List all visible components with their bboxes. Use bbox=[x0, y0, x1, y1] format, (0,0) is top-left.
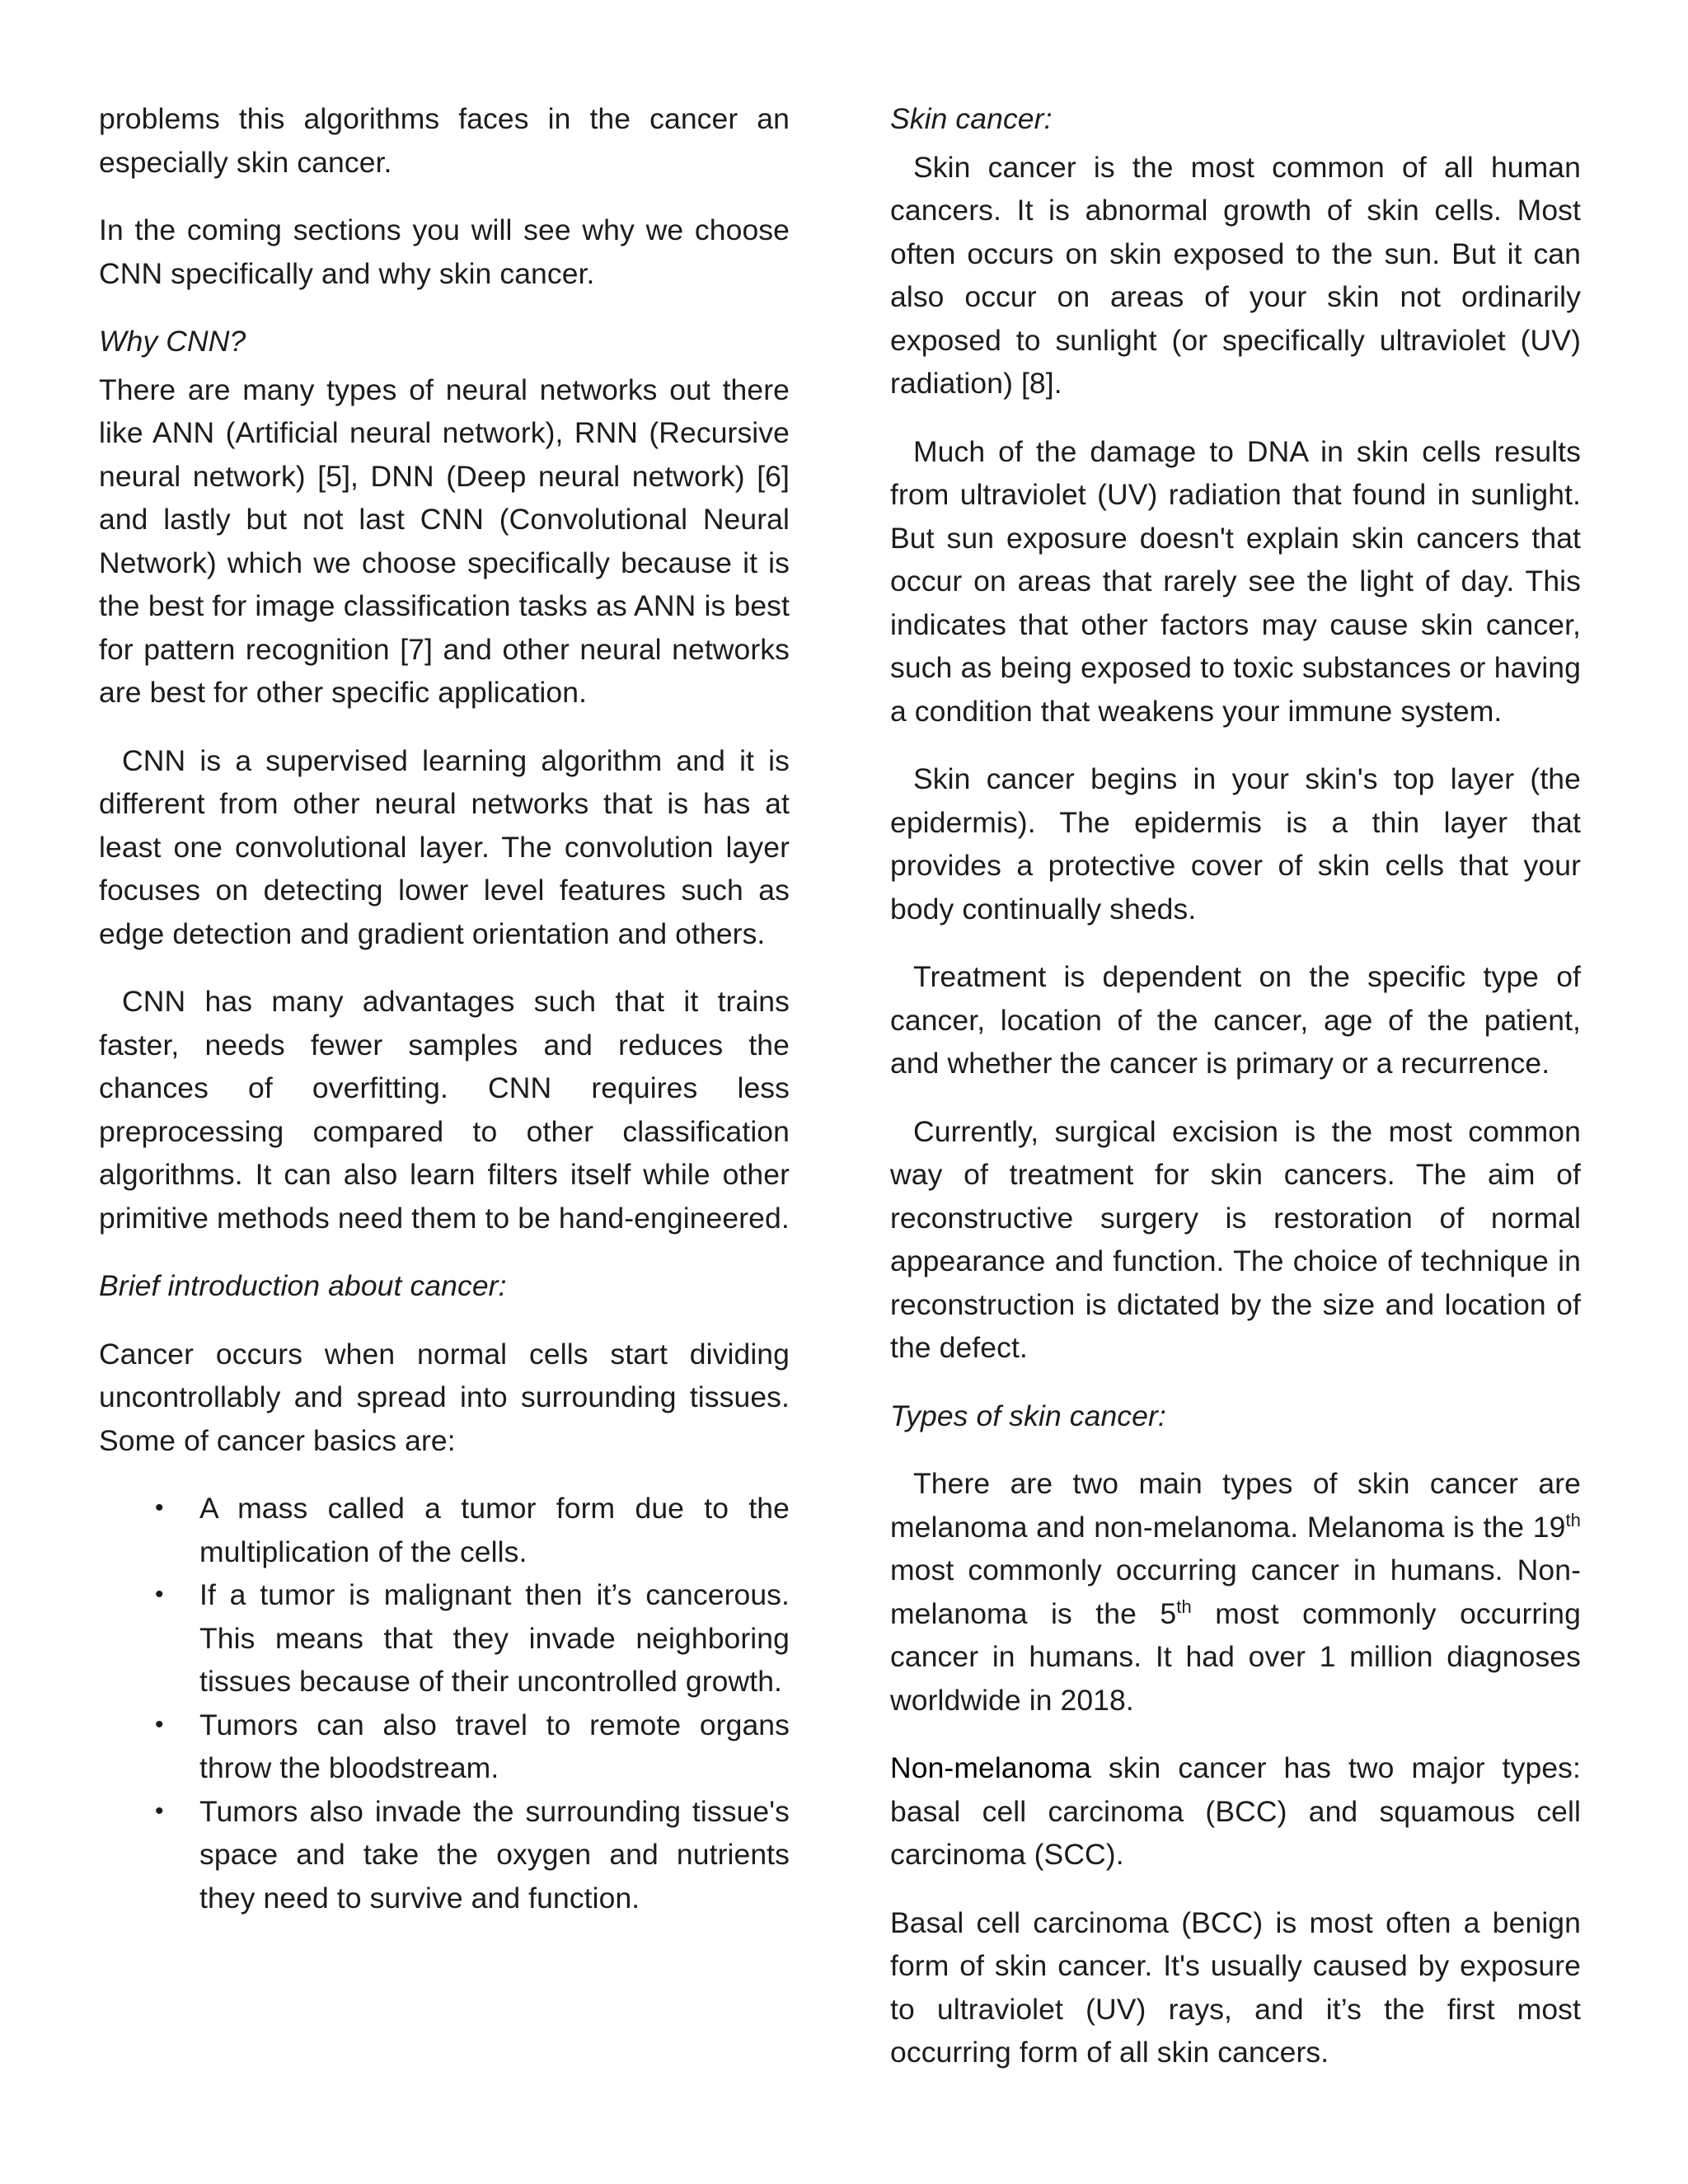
types-text-b: most commonly occurring cancer in humans. Non- melanoma is the 5 bbox=[890, 1554, 1581, 1630]
types-paragraph bbox=[890, 1462, 1581, 1722]
bullet-icon: • bbox=[155, 1581, 164, 1608]
why-cnn-heading: Why CNN? bbox=[99, 325, 246, 358]
bullet-icon: • bbox=[155, 1710, 164, 1738]
cancer-basics-list bbox=[99, 1487, 790, 1919]
skin-cancer-heading: Skin cancer: bbox=[890, 102, 1053, 135]
types-of-skin-cancer-heading: Types of skin cancer: bbox=[890, 1399, 1166, 1432]
skin-cancer-paragraph-3: Skin cancer begins in your skin's top layer (the epidermis). The epidermis is a thin layer that provides a protective cover of skin cells that your body continually sheds. bbox=[890, 762, 1581, 926]
cancer-intro-paragraph: Cancer occurs when normal cells start dividing uncontrollably and spread into surrounding tissues. Some of cancer basics are: bbox=[99, 1337, 790, 1457]
types-text-c: most commonly occurring cancer in humans. It had over 1 million diagnoses worldwide in 2018. bbox=[890, 1596, 1581, 1717]
list-item-text: A mass called a tumor form due to the multiplication of the cells. bbox=[199, 1492, 790, 1568]
coming-sections-paragraph: In the coming sections you will see why we choose CNN specifically and why skin cancer. bbox=[99, 213, 790, 290]
types-superscript-1: th bbox=[1565, 1509, 1581, 1530]
list-item bbox=[99, 1790, 790, 1920]
non-melanoma-paragraph bbox=[890, 1746, 1581, 1877]
why-cnn-paragraph: There are many types of neural networks out there like ANN (Artificial neural network), RNN (Recursive neural network) [5], DNN (Deep neural network) [6] and lastly but not last CNN (Convolutional Neural Network) which we choose specifically because it is the best for image classification tasks as ANN is best for pattern recognition [7] and other neural networks are best for other specific application. bbox=[99, 373, 790, 709]
list-item-text: Tumors also invade the surrounding tissue's space and take the oxygen and nutrients they need to survive and function. bbox=[199, 1794, 790, 1915]
skin-cancer-paragraph-5: Currently, surgical excision is the most common way of treatment for skin cancers. The aim of reconstructive surgery is restoration of normal appearance and function. The choice of technique in reconstruction is dictated by the size and location of the defect. bbox=[890, 1114, 1581, 1364]
list-item-text: Tumors can also travel to remote organs throw the bloodstream. bbox=[199, 1708, 790, 1784]
list-item bbox=[99, 1704, 790, 1790]
list-item bbox=[99, 1487, 790, 1573]
non-melanoma-text: skin cancer has two major types: basal cell carcinoma (BCC) and squamous cell carcinoma (SCC). bbox=[890, 1751, 1581, 1871]
bullet-icon: • bbox=[155, 1494, 164, 1521]
list-item bbox=[99, 1573, 790, 1704]
list-item-text: If a tumor is malignant then it’s cancerous. This means that they invade neighboring tissues because of their uncontrolled growth. bbox=[199, 1578, 790, 1698]
types-superscript-2: th bbox=[1176, 1596, 1192, 1617]
cnn-supervised-paragraph: CNN is a supervised learning algorithm and it is different from other neural networks that is has at least one convolutional layer. The convolution layer focuses on detecting lower level features such as edge detection and gradient orientation and others. bbox=[99, 743, 790, 950]
cancer-intro-heading: Brief introduction about cancer: bbox=[99, 1269, 507, 1302]
cnn-advantages-paragraph: CNN has many advantages such that it trains faster, needs fewer samples and reduces the chances of overfitting. CNN requires less preprocessing compared to other classification algorithms. It can also learn filters itself while other primitive methods need them to be hand-engineered. bbox=[99, 985, 790, 1235]
bcc-paragraph: Basal cell carcinoma (BCC) is most often a benign form of skin cancer. It's usually caused by exposure to ultraviolet (UV) rays, and it’s the first most occurring form of all skin cancers. bbox=[890, 1905, 1581, 2069]
skin-cancer-paragraph-1: Skin cancer is the most common of all human cancers. It is abnormal growth of skin cells. Most often occurs on skin exposed to the sun. But it can also occur on areas of your skin not ordinarily exposed to sunlight (or specifically ultraviolet (UV) radiation) [8]. bbox=[890, 150, 1581, 400]
skin-cancer-paragraph-2: Much of the damage to DNA in skin cells results from ultraviolet (UV) radiation that found in sunlight. But sun exposure doesn't explain skin cancers that occur on areas that rarely see the light of day. This indicates that other factors may cause skin cancer, such as being exposed to toxic substances or having a condition that weakens your immune system. bbox=[890, 434, 1581, 728]
skin-cancer-paragraph-4: Treatment is dependent on the specific type of cancer, location of the cancer, age of the patient, and whether the cancer is primary or a recurrence. bbox=[890, 960, 1581, 1080]
non-melanoma-term: Non-melanoma bbox=[890, 1751, 1091, 1784]
intro-tail-paragraph: problems this algorithms faces in the cancer an especially skin cancer. bbox=[99, 102, 790, 179]
left-column bbox=[99, 97, 790, 1919]
types-text-a: There are two main types of skin cancer are melanoma and non-melanoma. Melanoma is the 19 bbox=[890, 1467, 1581, 1544]
right-column bbox=[890, 97, 1581, 2099]
bullet-icon: • bbox=[155, 1797, 164, 1825]
